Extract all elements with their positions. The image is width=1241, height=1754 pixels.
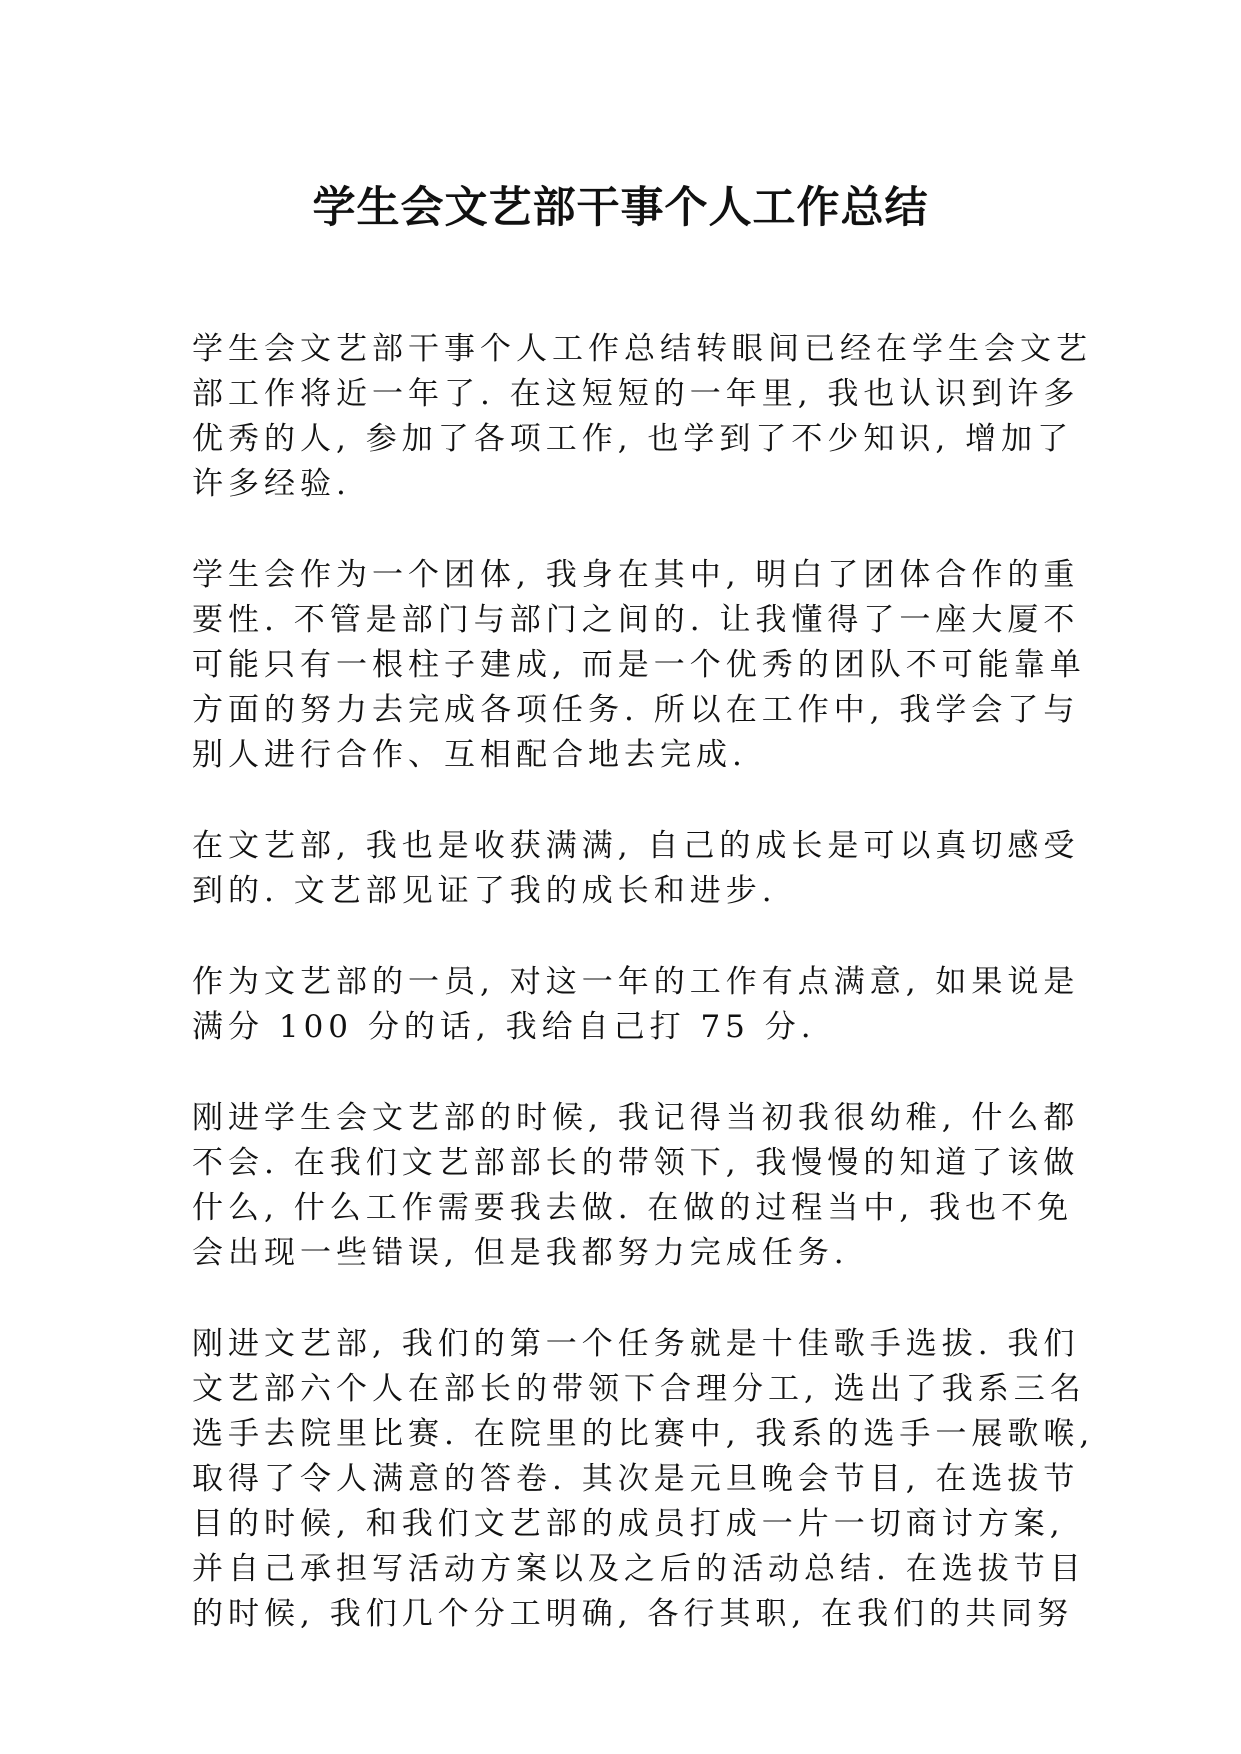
- text-line: 可能只有一根柱子建成, 而是一个优秀的团队不可能靠单: [192, 647, 1086, 683]
- text-line: 不会. 在我们文艺部部长的带领下, 我慢慢的知道了该做: [192, 1145, 1080, 1181]
- text-line: 到的. 文艺部见证了我的成长和进步.: [192, 873, 777, 909]
- text-line: 取得了令人满意的答卷. 其次是元旦晚会节目, 在选拔节: [192, 1461, 1080, 1497]
- text-line: 要性. 不管是部门与部门之间的. 让我懂得了一座大厦不: [192, 602, 1080, 638]
- text-line: 并自己承担写活动方案以及之后的活动总结. 在选拔节目: [192, 1551, 1086, 1587]
- document-body: [192, 327, 1095, 1683]
- text-line: 优秀的人, 参加了各项工作, 也学到了不少知识, 增加了: [192, 421, 1074, 457]
- text-line: 作为文艺部的一员, 对这一年的工作有点满意, 如果说是: [192, 964, 1080, 1000]
- text-line: 许多经验.: [192, 466, 351, 502]
- text-line: 学生会作为一个团体, 我身在其中, 明白了团体合作的重: [192, 557, 1080, 593]
- text-line: 目的时候, 和我们文艺部的成员打成一片一切商讨方案,: [192, 1506, 1065, 1542]
- text-line: 刚进文艺部, 我们的第一个任务就是十佳歌手选拔. 我们: [192, 1326, 1080, 1362]
- text-line: 选手去院里比赛. 在院里的比赛中, 我系的选手一展歌喉,: [192, 1416, 1095, 1452]
- text-line: 什么, 什么工作需要我去做. 在做的过程当中, 我也不免: [192, 1190, 1074, 1226]
- text-line: 部工作将近一年了. 在这短短的一年里, 我也认识到许多: [192, 376, 1080, 412]
- text-line: 方面的努力去完成各项任务. 所以在工作中, 我学会了与: [192, 692, 1080, 728]
- document-title: 学生会文艺部干事个人工作总结: [312, 183, 929, 233]
- paragraph-1: [192, 327, 1092, 507]
- text-line: 别人进行合作、互相配合地去完成.: [192, 737, 747, 773]
- paragraph-4: [192, 960, 1080, 1050]
- text-line: 学生会文艺部干事个人工作总结转眼间已经在学生会文艺: [192, 331, 1092, 367]
- paragraph-2: [192, 553, 1086, 778]
- text-line: 刚进学生会文艺部的时候, 我记得当初我很幼稚, 什么都: [192, 1100, 1080, 1136]
- paragraph-5: [192, 1096, 1080, 1276]
- paragraph-3: [192, 824, 1080, 914]
- text-line: 在文艺部, 我也是收获满满, 自己的成长是可以真切感受: [192, 828, 1080, 864]
- text-line: 文艺部六个人在部长的带领下合理分工, 选出了我系三名: [192, 1371, 1086, 1407]
- text-line: 会出现一些错误, 但是我都努力完成任务.: [192, 1235, 849, 1271]
- paragraph-6: [192, 1322, 1095, 1637]
- text-line: 满分 100 分的话, 我给自己打 75 分.: [192, 1009, 816, 1045]
- text-line: 的时候, 我们几个分工明确, 各行其职, 在我们的共同努: [192, 1596, 1074, 1632]
